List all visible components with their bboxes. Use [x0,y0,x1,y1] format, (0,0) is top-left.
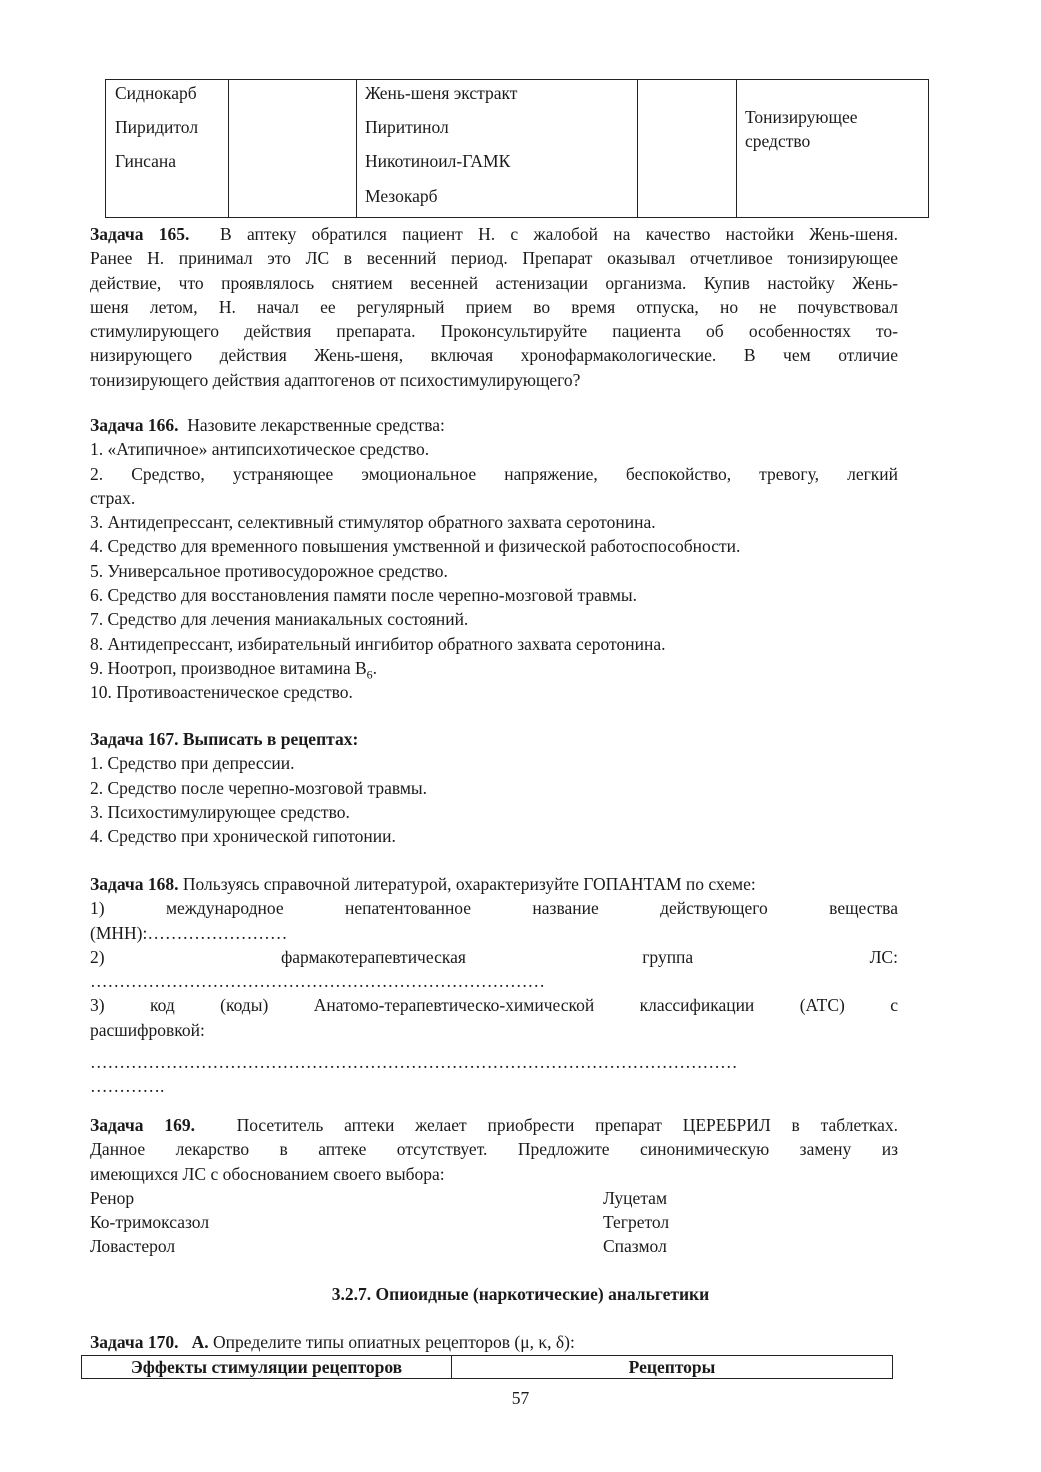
option-right-2: Тегретол [603,1212,670,1233]
section-title: 3.2.7. Опиоидные (наркотические) анальгетики [331,1284,710,1304]
task-166-item-10: 10. Противоастеническое средство. [90,682,353,703]
option-left-1: Ренор [90,1187,135,1208]
task-169-row-1 [90,1186,898,1210]
task-168-dots-short: …………. [90,1076,165,1097]
option-right-1: Луцетам [603,1187,668,1208]
task-169-line-2: Данное лекарство в аптеке отсутствует. Предложите синонимическую замену из [90,1139,898,1160]
table-drug-4: Жень-шеня экстракт [365,83,518,103]
task-166-item-6: 6. Средство для восстановления памяти после черепно-мозговой травмы. [90,585,638,606]
task-168 [90,872,898,1099]
option-right-3: Спазмол [603,1236,667,1257]
task-166-item-2-line-2: страх. [90,487,136,508]
task-167-item-4: 4. Средство при хронической гипотонии. [90,826,396,847]
task-165-line-4: шеня летом, Н. начал ее регулярный прием во время отпуска, но не почувствовал [90,296,898,317]
task-165-label: Задача 165. [90,224,190,244]
task-166-item-3: 3. Антидепрессант, селективный стимулятор обратного захвата серотонина. [90,512,656,533]
table-drug-1: Сиднокарб [115,83,197,103]
task-169-row-3 [90,1234,898,1258]
task-170-label: Задача 170. [90,1332,179,1352]
task-166-item-5: 5. Универсальное противосудорожное средство. [90,560,448,581]
table-drug-7: Мезокарб [365,186,438,206]
receptor-table-header-effects: Эффекты стимуляции рецепторов [82,1356,452,1378]
task-169-row-2 [90,1210,898,1234]
task-166-item-2-line-1: 2. Средство, устраняющее эмоциональное напряжение, беспокойство, тревогу, легкий [90,463,898,484]
task-165-line-5: стимулирующего действия препарата. Проконсультируйте пациента об особенностях то- [90,321,898,342]
task-167-heading: Задача 167. Выписать в рецептах: [90,729,359,749]
task-166-item-9: 9. Ноотроп, производное витамина $В_6$. [90,657,378,682]
task-169-label: Задача 169. [90,1115,195,1135]
task-170-heading: Задача 170. А. Определите типы опиатных рецепторов (μ, κ, δ): [90,1332,575,1352]
top-table-cell-4 [637,79,737,218]
task-167 [90,727,898,848]
option-left-2: Ко-тримоксазол [90,1212,210,1233]
table-drug-5: Пиритинол [365,117,449,137]
page-number: 57 [511,1388,530,1408]
task-165-line-1: Задача 165. В аптеку обратился пациент Н. с жалобой на качество настойки Жень-шеня. [90,224,898,244]
task-168-point-2: 2) фармакотерапевтическая группа ЛС: [90,946,898,967]
table-group-line-1: Тонизирующее [745,107,858,127]
task-166-item-4: 4. Средство для временного повышения умственной и физической работоспособности. [90,536,741,557]
task-166-item-8: 8. Антидепрессант, избирательный ингибитор обратного захвата серотонина. [90,633,666,654]
task-168-dots-long: ………………………………………………………………………………………………… [90,1052,738,1073]
receptor-table-header-receptors: Рецепторы [628,1357,716,1377]
task-169 [90,1113,898,1259]
task-168-point-3-cont: расшифровкой: [90,1019,205,1040]
task-170 [90,1330,898,1354]
task-168-point-3: 3) код (коды) Анатомо-терапевтическо-химической классификации (АТС) с [90,995,898,1016]
task-165 [90,222,898,392]
table-drug-6: Никотиноил-ГАМК [365,151,511,171]
top-table-cell-2 [228,79,357,218]
task-166-heading: Задача 166. Назовите лекарственные средства: [90,415,445,435]
task-167-item-3: 3. Психостимулирующее средство. [90,801,350,822]
task-168-label: Задача 168. [90,874,179,894]
option-left-3: Ловастерол [90,1236,176,1257]
task-165-line-3: действие, что проявлялось снятием весенней астенизации организма. Купив настойку Жень- [90,272,898,293]
task-169-line-3: имеющихся ЛС с обоснованием своего выбора: [90,1163,445,1184]
task-168-point-1-cont: (МНН):…………………… [90,922,288,943]
task-166-item-1: 1. «Атипичное» антипсихотическое средство. [90,439,430,460]
table-drug-3: Гинсана [115,151,177,171]
task-166 [90,413,898,705]
task-165-line-6: низирующего действия Жень-шеня, включая хронофармакологические. В чем отличие [90,345,898,366]
receptor-table [81,1355,893,1379]
task-167-item-2: 2. Средство после черепно-мозговой травмы. [90,777,428,798]
task-169-line-1: Задача 169. Посетитель аптеки желает приобрести препарат ЦЕРЕБРИЛ в таблетках. [90,1115,898,1135]
task-166-item-7: 7. Средство для лечения маниакальных состояний. [90,609,469,630]
task-168-point-2-dots: …………………………………………………………………… [90,971,545,992]
table-drug-2: Пиридитол [115,117,199,137]
table-group-line-2: средство [745,131,811,151]
task-168-heading: Задача 168. Пользуясь справочной литературой, охарактеризуйте ГОПАНТАМ по схеме: [90,874,756,894]
task-167-item-1: 1. Средство при депрессии. [90,753,295,774]
task-166-label: Задача 166. [90,415,179,435]
task-165-line-2: Ранее Н. принимал это ЛС в весенний период. Препарат оказывал отчетливое тонизирующее [90,248,898,269]
task-165-line-7: тонизирующего действия адаптогенов от психостимулирующего? [90,369,581,390]
task-168-point-1: 1) международное непатентованное название действующего вещества [90,898,898,919]
